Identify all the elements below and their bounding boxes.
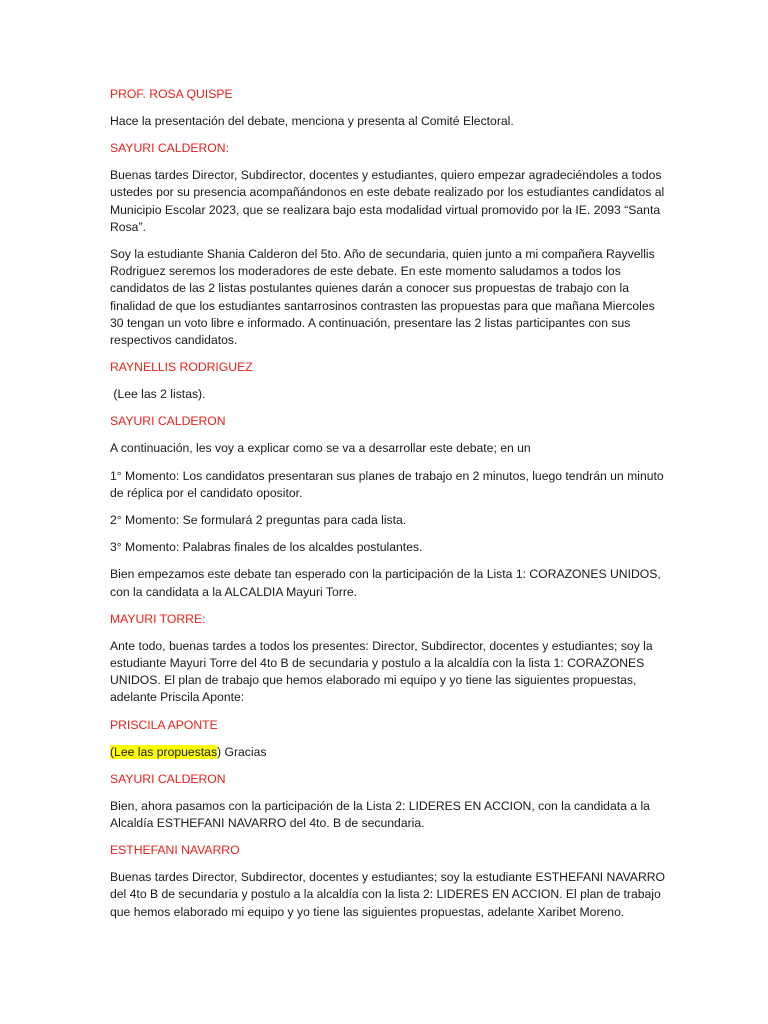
- speaker-label: RAYNELLIS RODRIGUEZ: [110, 360, 253, 375]
- paragraph-rest: ) Gracias: [217, 744, 267, 759]
- paragraph: Hace la presentación del debate, menciona y presenta al Comité Electoral.: [110, 114, 514, 128]
- paragraph: Buenas tardes Director, Subdirector, docentes y estudiantes, quiero empezar agradeciéndoles a todos ustedes por su presencia acompañándonos en este debate realizado por los estudiantes candidatos al Municipio Escolar 2023, que se realizara bajo esta modalidad virtual promovido por la IE. 2093 “Santa Rosa”.: [110, 168, 665, 234]
- paragraph: 1° Momento: Los candidatos presentaran sus planes de trabajo en 2 minutos, luego tendrán un minuto de réplica por el candidato opositor.: [110, 468, 664, 500]
- speaker-label: MAYURI TORRE:: [110, 611, 206, 626]
- speaker-label: PROF. ROSA QUISPE: [110, 87, 233, 101]
- paragraph: Bien empezamos este debate tan esperado con la participación de la Lista 1: CORAZONES UNIDOS, con la candidata a la ALCALDIA Mayuri Torre.: [110, 567, 661, 599]
- speaker-label: SAYURI CALDERON: [110, 771, 226, 786]
- paragraph: Soy la estudiante Shania Calderon del 5to. Año de secundaria, quien junto a mi compañera Rayvellis Rodriguez seremos los moderadores de este debate. En este momento saludamos a todos los candidatos de las 2 listas postulantes quienes darán a conocer sus propuestas de trabajo con la finalidad de que los estudiantes santarrosinos contrasten las propuestas para que mañana Miercoles 30 tengan un voto libre e informado. A continuación, presentare las 2 listas participantes con sus respectivos candidatos.: [110, 247, 655, 348]
- paragraph: Bien, ahora pasamos con la participación de la Lista 2: LIDERES EN ACCION, con la candidata a la Alcaldía ESTHEFANI NAVARRO del 4to. B de secundaria.: [110, 798, 650, 831]
- paragraph: 3° Momento: Palabras finales de los alcaldes postulantes.: [110, 540, 423, 555]
- speaker-label: ESTHEFANI NAVARRO: [110, 843, 240, 858]
- highlighted-text: (Lee las propuestas: [110, 744, 218, 759]
- speaker-label: PRISCILA APONTE: [110, 717, 218, 732]
- paragraph: (Lee las 2 listas).: [110, 387, 206, 402]
- paragraph-highlighted: [110, 744, 668, 761]
- paragraph: A continuación, les voy a explicar como se va a desarrollar este debate; en un: [110, 441, 531, 456]
- paragraph: Buenas tardes Director, Subdirector, docentes y estudiantes; soy la estudiante ESTHEFANI NAVARRO del 4to B de secundaria y postulo a la alcaldía con la lista 2: LIDERES EN ACCION. El plan de trabajo que hemos elaborado mi equipo y yo tiene las siguientes propuestas, adelante Xaribet Moreno.: [110, 870, 666, 919]
- speaker-label: SAYURI CALDERON:: [110, 141, 229, 156]
- paragraph: 2° Momento: Se formulará 2 preguntas para cada lista.: [110, 513, 407, 528]
- paragraph: Ante todo, buenas tardes a todos los presentes: Director, Subdirector, docentes y estudiantes; soy la estudiante Mayuri Torre del 4to B de secundaria y postulo a la alcaldía con la lista 1: CORAZONES UNIDOS. El plan de trabajo que hemos elaborado mi equipo y yo tiene las siguientes propuestas, adelante Priscila Aponte:: [110, 638, 653, 705]
- speaker-label: SAYURI CALDERON: [110, 414, 226, 429]
